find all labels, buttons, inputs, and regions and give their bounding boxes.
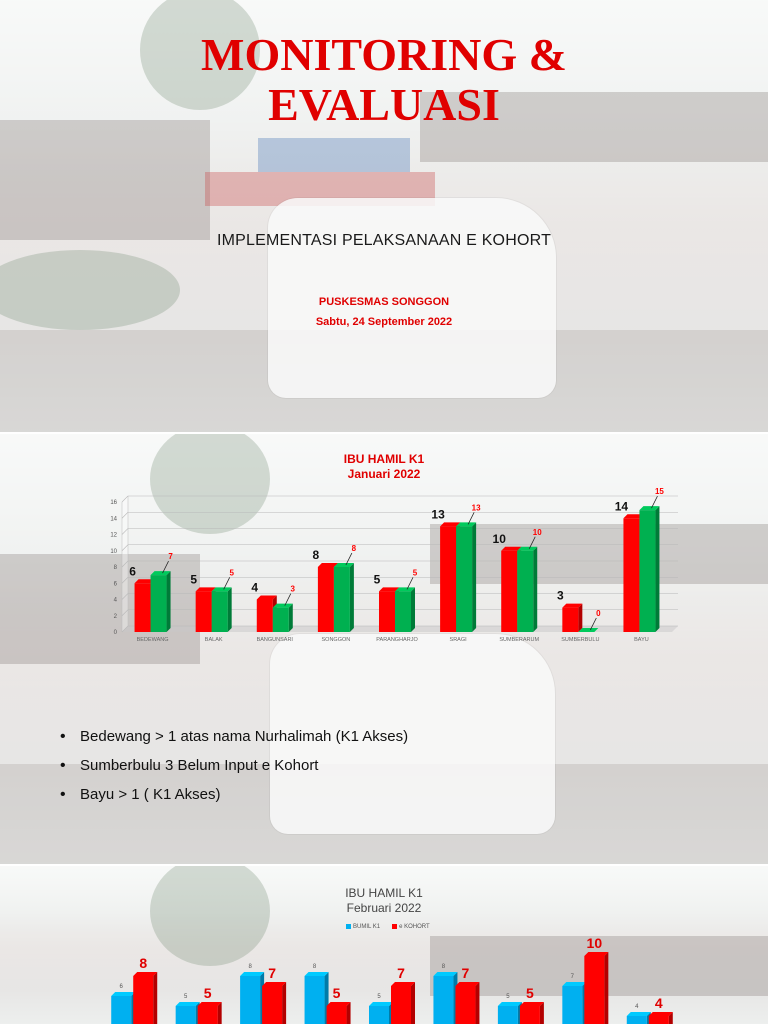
- data-label-series-1: 7: [570, 974, 575, 980]
- data-label-series-2: 0: [596, 609, 601, 618]
- bar-series-1: [305, 972, 329, 1024]
- bar-series-2: [133, 972, 157, 1024]
- slide-subtitle: IMPLEMENTASI PELAKSANAAN E KOHORT: [216, 232, 552, 249]
- bar-series-2: [391, 982, 415, 1024]
- bar-series-2: [198, 1002, 222, 1024]
- data-label-series-1: 10: [492, 531, 506, 546]
- data-label-series-2: 15: [654, 487, 664, 497]
- data-label-series-1: 5: [506, 994, 510, 1000]
- bar-series-2: [273, 604, 293, 632]
- y-tick-label: 10: [110, 548, 117, 555]
- slide-chart-january: [0, 434, 768, 864]
- bar-series-1: [562, 982, 586, 1024]
- bar-chart-february: [0, 866, 768, 1024]
- legend-label: e KOHORT: [399, 924, 430, 931]
- data-label-series-2: 5: [203, 985, 212, 1001]
- data-label-series-1: 4: [635, 1004, 639, 1010]
- bar-series-2: [212, 587, 232, 632]
- x-category-label: BANGUNSARI: [256, 637, 293, 643]
- bar-series-1: [176, 1002, 200, 1024]
- y-tick-label: 4: [113, 597, 117, 604]
- note-item: • Bedewang > 1 atas nama Nurhalimah (K1 Akses): [58, 722, 408, 751]
- slide-title: [0, 0, 768, 432]
- data-label-series-1: 4: [251, 580, 259, 595]
- data-label-series-1: 8: [441, 964, 446, 970]
- data-label-series-1: 5: [373, 572, 381, 587]
- x-category-label: PARANGHARJO: [376, 637, 418, 643]
- slide-title-line-2: EVALUASI: [268, 79, 500, 130]
- bar-series-1: [369, 1002, 393, 1024]
- bar-series-1: [433, 972, 457, 1024]
- data-label-series-2: 7: [461, 965, 470, 981]
- data-label-series-1: 5: [183, 994, 188, 1000]
- y-tick-label: 14: [110, 516, 117, 523]
- data-label-series-2: 5: [332, 985, 341, 1001]
- bar-chart-january: [0, 434, 768, 664]
- bar-series-1: [562, 604, 582, 632]
- data-label-series-1: 5: [190, 572, 198, 587]
- data-label-series-2: 10: [586, 935, 603, 951]
- bar-series-2: [649, 1012, 673, 1024]
- bar-series-1: [240, 972, 264, 1024]
- data-label-series-2: 10: [532, 527, 542, 537]
- data-label-series-1: 8: [312, 548, 320, 562]
- bar-series-1: [498, 1002, 522, 1024]
- data-label-series-2: 13: [471, 503, 481, 513]
- data-label-series-2: 8: [139, 955, 148, 971]
- bar-series-2: [520, 1002, 544, 1024]
- data-label-series-1: 8: [248, 964, 252, 970]
- chart-title: IBU HAMIL K1: [345, 886, 423, 900]
- y-tick-label: 16: [110, 500, 117, 506]
- note-item: • Sumberbulu 3 Belum Input e Kohort: [58, 751, 408, 780]
- data-label-series-1: 6: [119, 984, 123, 990]
- y-tick-label: 2: [113, 613, 117, 620]
- data-label-series-1: 6: [129, 564, 136, 579]
- presentation-date: Sabtu, 24 September 2022: [315, 316, 453, 328]
- data-label-series-1: 13: [431, 507, 445, 522]
- bar-series-2: [639, 506, 659, 632]
- organization-name: PUSKESMAS SONGGON: [318, 296, 450, 308]
- bar-series-2: [584, 952, 608, 1024]
- data-label-series-1: 8: [312, 964, 317, 970]
- data-label-series-2: 5: [525, 985, 534, 1001]
- x-category-label: BEDEWANG: [136, 637, 169, 643]
- chart-subtitle: Februari 2022: [346, 901, 422, 915]
- data-label-series-2: 7: [268, 965, 277, 981]
- x-category-label: SUMBERBULU: [561, 637, 600, 643]
- data-label-series-1: 5: [377, 994, 381, 1000]
- x-category-label: SONGGON: [321, 637, 351, 643]
- data-label-series-1: 14: [614, 499, 629, 514]
- legend-label: BUMIL K1: [353, 924, 381, 931]
- x-category-label: SRAGI: [449, 637, 467, 643]
- bar-series-2: [517, 547, 537, 632]
- y-tick-label: 6: [113, 581, 117, 588]
- data-label-series-2: 7: [397, 965, 405, 981]
- bar-series-2: [334, 563, 354, 632]
- y-tick-label: 8: [113, 565, 117, 571]
- bar-series-2: [395, 587, 415, 632]
- note-item: • Bayu > 1 ( K1 Akses): [58, 780, 408, 809]
- chart-title: IBU HAMIL K1: [343, 452, 425, 466]
- x-category-label: BALAK: [204, 637, 223, 643]
- bar-series-2: [456, 522, 476, 632]
- data-label-series-2: 4: [654, 995, 663, 1011]
- slide-chart-february: [0, 866, 768, 1024]
- data-label-series-2: 3: [290, 584, 296, 594]
- data-label-series-2: 5: [412, 568, 418, 578]
- data-label-series-1: 3: [556, 588, 564, 603]
- bar-series-2: [455, 982, 479, 1024]
- bar-series-2: [262, 982, 286, 1024]
- y-tick-label: 0: [113, 630, 117, 636]
- chart-subtitle: Januari 2022: [347, 467, 421, 481]
- x-category-label: SUMBERARUM: [499, 637, 540, 643]
- bar-series-1: [111, 992, 135, 1024]
- data-label-series-2: 7: [168, 552, 173, 562]
- bar-series-2: [327, 1002, 351, 1024]
- slide-title-line-1: MONITORING &: [201, 29, 567, 80]
- bar-series-1: [627, 1012, 651, 1024]
- y-tick-label: 12: [110, 532, 117, 539]
- bar-series-2: [151, 571, 171, 632]
- data-label-series-2: 5: [229, 568, 234, 578]
- notes-list: [58, 722, 408, 809]
- x-category-label: BAYU: [634, 637, 649, 643]
- data-label-series-2: 8: [351, 544, 357, 553]
